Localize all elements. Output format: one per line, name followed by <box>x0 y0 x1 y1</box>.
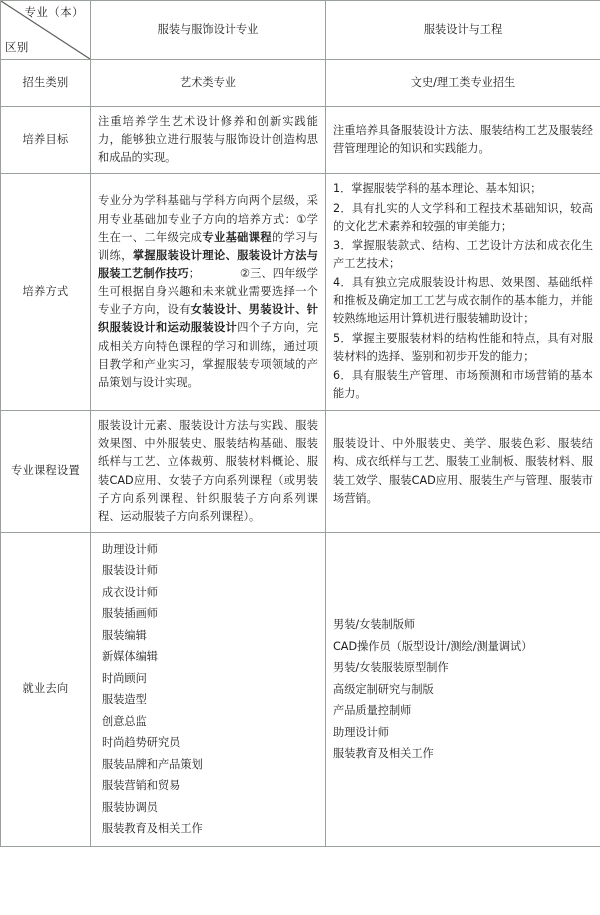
list-item: 服装营销和贸易 <box>102 779 181 793</box>
body-text: 四个子方向，完成相关方向特色课程的学习和训练，通过项目教学和产业实习，掌握服装专项领域的产品策划与设计实现。 <box>98 321 318 389</box>
row-label-admission-category: 招生类别 <box>1 60 91 107</box>
body-text: 专业分为学科基础与学科方向两个层级，采用专业基础加专业子方向的培养方式：①学生在一、二年级完成 <box>98 194 318 244</box>
cell-admission-category-left: 艺术类专业 <box>91 60 326 107</box>
body-text: ； ②三、四年级学生可根据自身兴趣和未来就业需要选择一个专业子方向，设有 <box>98 267 318 317</box>
header-corner-top-label: 专业（本） <box>24 5 84 19</box>
list-item: 助理设计师 <box>333 725 389 739</box>
cell-training-goal-left: 注重培养学生艺术设计修养和创新实践能力，能够独立进行服装与服饰设计创造构思和成品的实现。 <box>91 107 326 174</box>
cell-training-method-left <box>91 174 326 411</box>
employment-list-left <box>98 539 318 840</box>
table-header-row <box>1 1 600 60</box>
list-item: CAD操作员（版型设计/测绘/测量调试） <box>333 639 533 653</box>
list-item: 服装教育及相关工作 <box>333 747 434 761</box>
table-row-employment <box>1 532 600 846</box>
training-method-paragraph <box>98 192 318 392</box>
body-text: 的学习与训练， <box>98 230 318 262</box>
list-item: 产品质量控制师 <box>333 704 412 718</box>
list-item: 服装编辑 <box>102 628 147 642</box>
list-item: 服装教育及相关工作 <box>102 822 203 836</box>
list-item: 男装/女装制版师 <box>333 618 416 632</box>
table-row-training-goal <box>1 107 600 174</box>
list-item: 6．具有服装生产管理、市场预测和市场营销的基本能力。 <box>333 368 593 400</box>
list-item: 服装造型 <box>102 693 147 707</box>
list-item: 5．掌握主要服装材料的结构性能和特点，具有对服装材料的选择、鉴别和初步开发的能力； <box>333 331 593 363</box>
header-corner-cell <box>1 1 91 60</box>
list-item: 高级定制研究与制版 <box>333 682 434 696</box>
list-item: 服装设计师 <box>102 564 158 578</box>
table-row-admission-category <box>1 60 600 107</box>
training-method-requirement-list <box>333 180 593 403</box>
header-major-2: 服装设计与工程 <box>326 1 600 60</box>
list-item: 服装协调员 <box>102 800 158 814</box>
list-item: 创意总监 <box>102 714 147 728</box>
list-item: 新媒体编辑 <box>102 650 158 664</box>
table-row-training-method <box>1 174 600 411</box>
employment-list-right <box>333 614 593 765</box>
table-row-courses <box>1 411 600 533</box>
row-label-training-method: 培养方式 <box>1 174 91 411</box>
list-item: 3．掌握服装款式、结构、工艺设计方法和成衣化生产工艺技术； <box>333 238 593 270</box>
cell-employment-left <box>91 532 326 846</box>
list-item: 男装/女装服装原型制作 <box>333 661 449 675</box>
list-item: 服装插画师 <box>102 607 158 621</box>
list-item: 1．掌握服装学科的基本理论、基本知识； <box>333 182 542 196</box>
cell-training-method-right <box>326 174 600 411</box>
emphasis-text: 专业基础课程 <box>202 230 272 244</box>
cell-admission-category-right: 文史/理工类专业招生 <box>326 60 600 107</box>
header-major-1: 服装与服饰设计专业 <box>91 1 326 60</box>
list-item: 成衣设计师 <box>102 585 158 599</box>
cell-training-goal-right: 注重培养具备服装设计方法、服装结构工艺及服装经营管理理论的知识和实践能力。 <box>326 107 600 174</box>
row-label-training-goal: 培养目标 <box>1 107 91 174</box>
header-corner-bottom-label: 区别 <box>5 39 29 54</box>
emphasis-text: 掌握服装设计理论、服装设计方法与服装工艺制作技巧 <box>98 248 318 281</box>
emphasis-text: 女装设计、男装设计、针织服装设计和运动服装设计 <box>98 303 318 335</box>
cell-courses-right: 服装设计、中外服装史、美学、服装色彩、服装结构、成衣纸样与工艺、服装工业制板、服装材料、服装工效学、服装CAD应用、服装生产与管理、服装市场营销。 <box>326 411 600 533</box>
list-item: 时尚趋势研究员 <box>102 736 181 750</box>
list-item: 服装品牌和产品策划 <box>102 757 203 771</box>
list-item: 4．具有独立完成服装设计构思、效果图、基础纸样和推板及确定加工工艺与成衣制作的基本能力，并能较熟练地运用计算机进行服装辅助设计； <box>333 276 593 326</box>
list-item: 助理设计师 <box>102 542 158 556</box>
row-label-employment: 就业去向 <box>1 532 91 846</box>
cell-courses-left: 服装设计元素、服装设计方法与实践、服装效果图、中外服装史、服装结构基础、服装纸样与工艺、立体裁剪、服装材料概论、服装CAD应用、女装子方向系列课程（或男装子方向系列课程、针织服装子方向系列课程、运动服装子方向系列课程）。 <box>91 411 326 533</box>
list-item: 2．具有扎实的人文学科和工程技术基础知识，较高的文化艺术素养和较强的审美能力； <box>333 201 593 233</box>
row-label-courses: 专业课程设置 <box>1 411 91 533</box>
cell-employment-right <box>326 532 600 846</box>
list-item: 时尚顾问 <box>102 671 147 685</box>
